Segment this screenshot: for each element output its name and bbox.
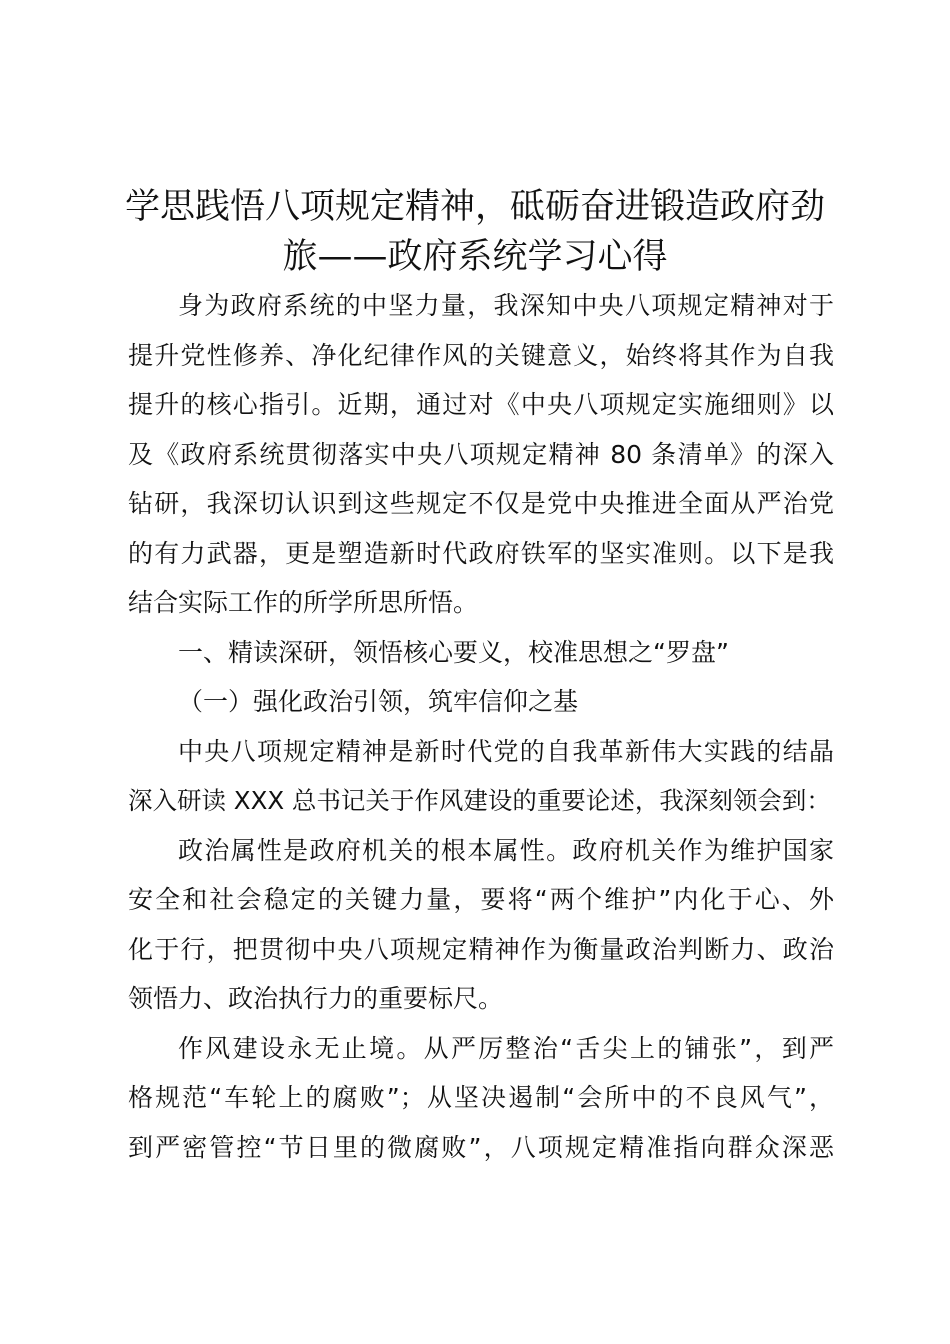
paragraph-line: 安全和社会稳定的关键力量，要将“两个维护”内化于心、外 [128, 885, 834, 914]
section-heading: 一、精读深研，领悟核心要义，校准思想之“罗盘” [178, 637, 729, 667]
paragraph-line: 提升党性修养、净化纪律作风的关键意义，始终将其作为自我 [128, 340, 834, 370]
paragraph-line: 中央八项规定精神是新时代党的自我革新伟大实践的结晶 [178, 736, 834, 766]
document-title [100, 182, 850, 282]
title-line-2: 旅——政府系统学习心得 [282, 237, 668, 277]
paragraph-line: 深入研读 XXX 总书记关于作风建设的重要论述，我深刻领会到： [128, 786, 831, 815]
subsection-heading: （一）强化政治引领，筑牢信仰之基 [178, 687, 579, 716]
paragraph-line: 结合实际工作的所学所思所悟。 [128, 588, 479, 617]
document-body [128, 281, 834, 1172]
paragraph-line: 政治属性是政府机关的根本属性。政府机关作为维护国家 [178, 835, 834, 865]
paragraph-line: 领悟力、政治执行力的重要标尺。 [128, 984, 504, 1013]
paragraph-line: 及《政府系统贯彻落实中央八项规定精神 80 条清单》的深入 [128, 439, 834, 469]
paragraph-line: 身为政府系统的中坚力量，我深知中央八项规定精神对于 [178, 291, 834, 320]
paragraph-line: 到严密管控“节日里的微腐败”，八项规定精准指向群众深恶 [128, 1132, 834, 1162]
paragraph-line: 格规范“车轮上的腐败”；从坚决遏制“会所中的不良风气”， [128, 1083, 834, 1112]
paragraph-line: 化于行，把贯彻中央八项规定精神作为衡量政治判断力、政治 [128, 934, 834, 964]
paragraph-line: 提升的核心指引。近期，通过对《中央八项规定实施细则》以 [128, 390, 834, 419]
paragraph-line: 的有力武器，更是塑造新时代政府铁军的坚实准则。以下是我 [128, 538, 834, 568]
paragraph-line: 钻研，我深切认识到这些规定不仅是党中央推进全面从严治党 [128, 489, 834, 518]
title-line-1: 学思践悟八项规定精神，砥砺奋进锻造政府劲 [124, 187, 825, 227]
paragraph-line: 作风建设永无止境。从严厉整治“舌尖上的铺张”，到严 [178, 1033, 834, 1063]
